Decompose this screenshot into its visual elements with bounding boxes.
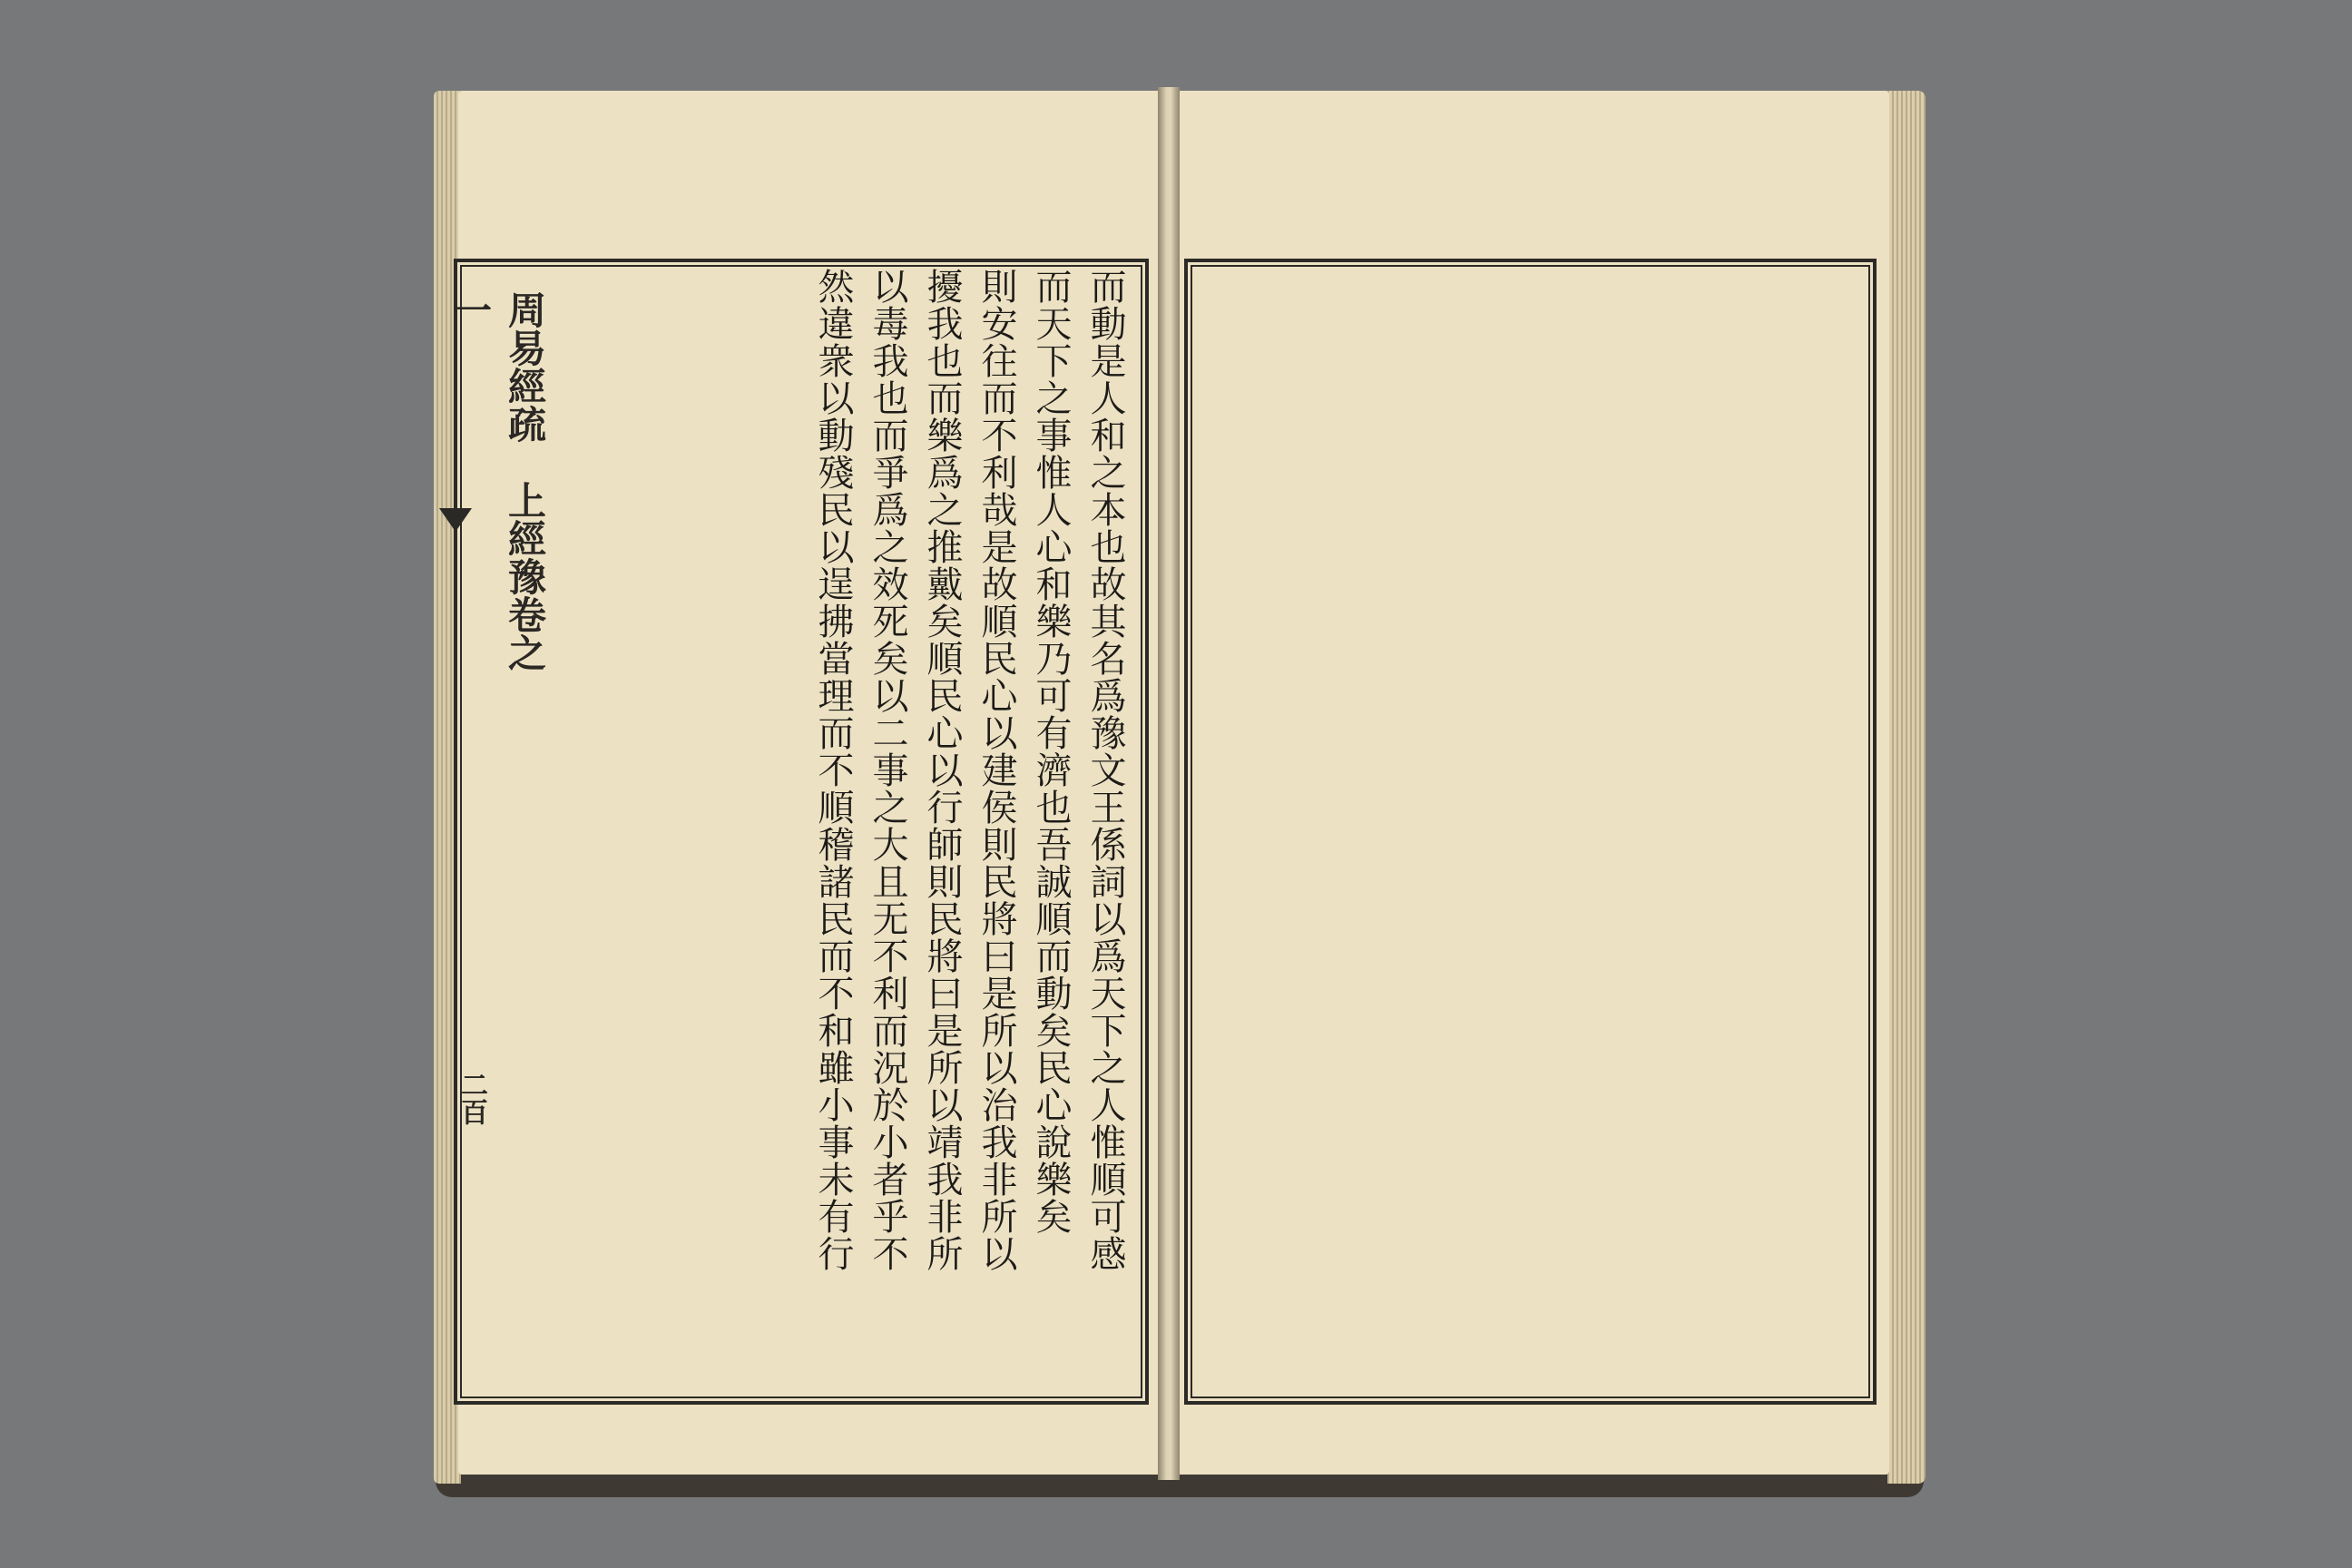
fish-tail-mark-left: [439, 508, 472, 532]
left-text-column: 而動是人和之本也故其名爲豫文王係詞以爲天下之人惟順可感: [1084, 268, 1126, 1272]
left-text-column: 則安往而不利哉是故順民心以建侯則民將曰是所以治我非所以: [975, 268, 1017, 1272]
page-stack-right: [1887, 91, 1926, 1484]
left-text-column: 以毒我也而爭爲之效死矣以二事之大且无不利而況於小者乎不: [867, 268, 908, 1272]
left-text-column: 擾我也而樂爲之推戴矣順民心以行師則民將曰是所以靖我非所: [921, 268, 963, 1272]
right-page-frame: [1184, 259, 1877, 1405]
left-text-column: 而天下之事惟人心和樂乃可有濟也吾誠順而動矣民心說樂矣: [1030, 268, 1072, 1235]
left-text-column: 然違衆以動殘民以逞拂當理而不順稽諸民而不和雖小事未有行: [812, 268, 854, 1272]
left-page-number: 二百: [456, 1071, 487, 1125]
left-margin-title: 周易經疏 上經豫卷之一: [448, 290, 547, 671]
book-gutter: [1158, 87, 1180, 1480]
